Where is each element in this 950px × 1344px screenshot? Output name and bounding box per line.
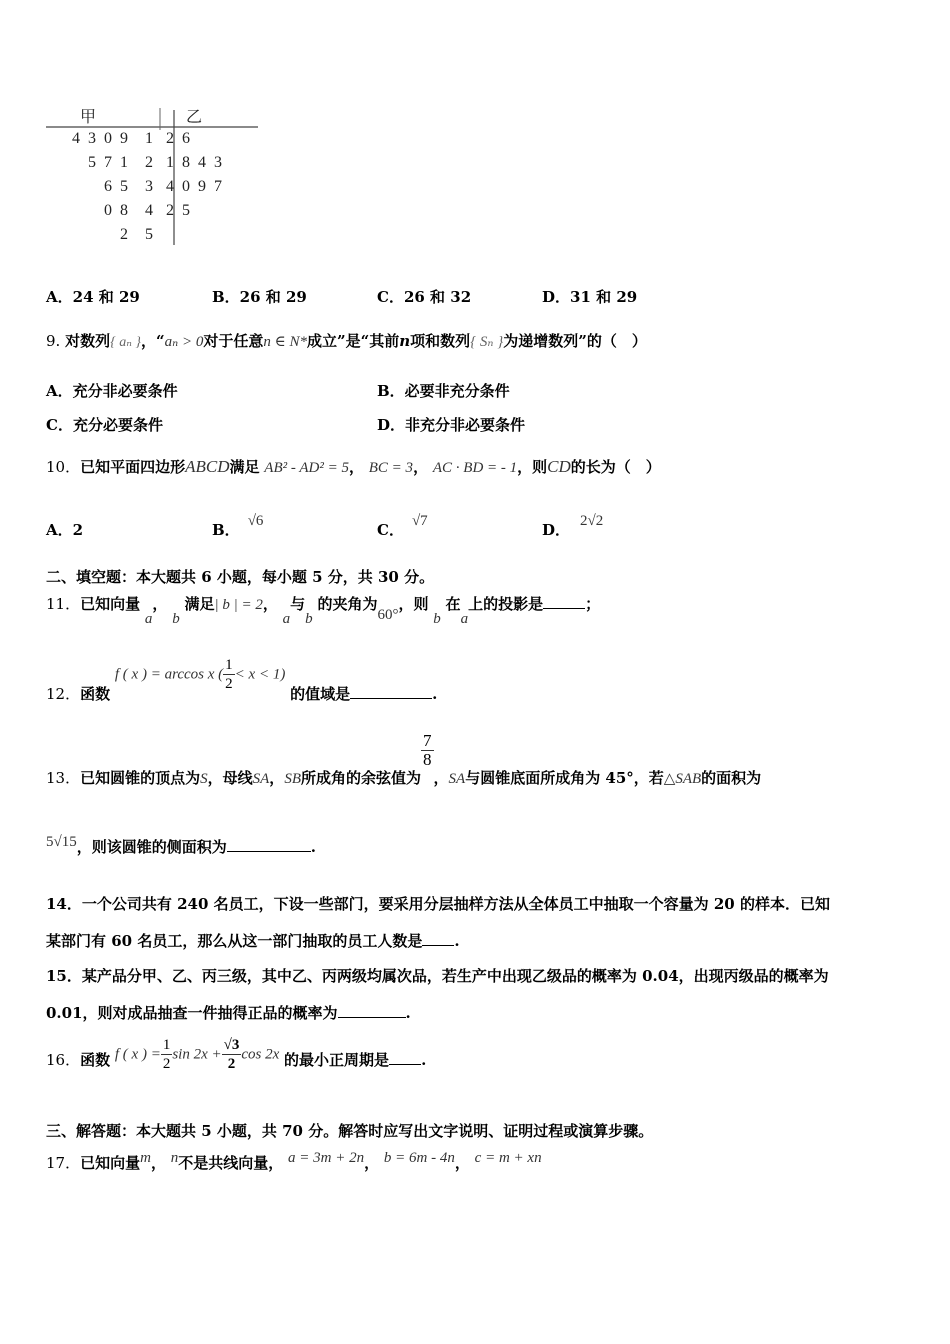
q13-text: 已知圆锥的顶点为 (80, 768, 201, 787)
q9-n-in: n ∈ N* (263, 334, 307, 350)
q17-vec-a: a = 3m + 2n (288, 1150, 365, 1166)
q12-text: 函数 (80, 684, 111, 703)
stem-leaf-row-left: 6 5 (104, 178, 128, 195)
q9-cond: aₙ > 0 (164, 334, 204, 350)
stem-leaf-row-left: 4 3 0 9 (72, 130, 128, 147)
q16-text: 函数 (80, 1050, 111, 1069)
stem-leaf-lines (40, 100, 270, 250)
question-13-line-2 (46, 836, 316, 857)
stem-leaf-row-right: 1 8 4 3 (166, 154, 222, 171)
q11-text: 与 (290, 595, 306, 613)
q15-end: . (405, 1004, 411, 1022)
stem-leaf-row-left: 5 7 1 (88, 154, 128, 171)
q10-number: 10． (46, 458, 81, 476)
q17-number: 17． (46, 1154, 81, 1172)
q10-option-a-label: A． (46, 521, 73, 539)
q17-sep: ， (364, 1154, 380, 1172)
question-11: 11．已知向量 a， b 满足| b | = 2， a与b 的夹角为60°，则 b 在a上的投影是 ； (46, 595, 601, 627)
stem-leaf-row-right: 2 5 (166, 202, 190, 219)
q10-option-c-label: C． (377, 521, 404, 539)
q10-sep: ， (348, 458, 364, 476)
q13-text: 的面积为 (701, 768, 762, 787)
q10-option-a-value: 2 (72, 521, 84, 539)
q16-blank (389, 1052, 421, 1065)
section-3-heading: 三、解答题：本大题共 5 小题，共 70 分。解答时应写出文字说明、证明过程或演算步骤。 (46, 1122, 654, 1140)
question-17 (46, 1152, 542, 1173)
q12-func: f ( x ) = arccos x ( (114, 666, 224, 683)
q16-frac-num: √3 (223, 1037, 240, 1053)
q17-vec-c: c = m + xn (474, 1150, 542, 1166)
q11-blank (543, 596, 585, 609)
q10-eq3: AC · BD = - 1 (432, 460, 518, 476)
q10-sep: ， (413, 458, 429, 476)
q9-text: 为递增数列”的（ ） (503, 332, 647, 350)
q10-option-b (212, 513, 264, 540)
q16-text: 的最小正周期是 (284, 1050, 390, 1069)
q16-frac-den: 2 (227, 1056, 236, 1072)
q9-text: 对于任意 (203, 332, 264, 350)
q13-sa: SA (448, 770, 466, 787)
q10-option-c-value: √7 (411, 513, 428, 529)
stem-leaf-row-right: 2 6 (166, 130, 190, 147)
q11-vec-b: b (172, 611, 180, 627)
question-13 (46, 731, 762, 787)
q10-text: 已知平面四边形 (80, 458, 186, 476)
q17-sep: ， (454, 1154, 470, 1172)
q13-text: 与圆锥底面所成角为 45°，若 (465, 768, 664, 787)
question-12 (46, 656, 438, 703)
q10-text: 的长为（ ） (570, 458, 661, 476)
q12-frac-den: 2 (225, 676, 233, 692)
q16-end: . (421, 1050, 427, 1069)
q11-text: ，则 (398, 595, 429, 613)
q12-fraction (223, 656, 235, 693)
q11-vec-a: a (144, 611, 153, 627)
q13-sep: ， (433, 768, 449, 787)
stem-leaf-row-right: 4 0 9 7 (166, 178, 222, 195)
q11-text: 已知向量 (80, 595, 141, 613)
question-10 (46, 456, 661, 477)
q16-sin: sin 2x + (172, 1046, 222, 1063)
q17-m: m (140, 1150, 151, 1166)
q11-angle: 60° (377, 607, 399, 623)
question-16 (46, 1036, 426, 1073)
q13-end: . (310, 838, 316, 856)
question-15-line-1: 15．某产品分甲、乙、丙三级，其中乙、丙两级均属次品，若生产中出现乙级品的概率为 0.04，出现丙级品的概率为 (46, 967, 829, 985)
q11-vec-a: a (282, 611, 291, 627)
stem-leaf-right-label: 乙 (186, 109, 203, 126)
q16-f: f ( x ) = (114, 1046, 161, 1063)
q12-blank (350, 686, 432, 699)
q13-fraction (421, 732, 434, 769)
q11-number: 11． (46, 595, 81, 613)
question-14-line-2 (46, 930, 460, 951)
q10-option-d (542, 513, 604, 540)
question-14-line-1: 14．一个公司共有 240 名员工，下设一些部门，要采用分层抽样方法从全体员工中抽取一个容量为 20 的样本．已知 (46, 895, 830, 913)
q13-sep: ， (269, 768, 285, 787)
q9-number: 9. (46, 332, 61, 350)
stem-leaf-row-left: 0 8 (104, 202, 128, 219)
q9-n: n (399, 332, 411, 350)
q10-option-a (46, 519, 83, 540)
q10-option-d-label: D． (542, 521, 571, 539)
q13-frac-den: 8 (423, 750, 432, 769)
q11-norm: | b | = 2 (214, 597, 263, 613)
q8-option-c: C．26 和 32 (377, 288, 472, 306)
q11-vec-b: b (433, 611, 441, 627)
q16-frac-den: 2 (162, 1056, 171, 1072)
q9-text: 项和数列 (410, 332, 471, 350)
q12-text: 的值域是 (290, 684, 351, 703)
q16-fraction-half (161, 1036, 173, 1073)
q8-option-b: B．26 和 29 (212, 288, 307, 306)
q10-cd: CD (547, 457, 571, 476)
q17-sep: ， (150, 1154, 166, 1172)
stem-leaf-row-left: 2 (120, 226, 128, 243)
q17-n: n (170, 1150, 179, 1166)
q13-sb: SB (284, 770, 301, 787)
q9-text: 成立”是“其前 (306, 332, 400, 350)
q11-text: 满足 (184, 595, 215, 613)
q17-text: 已知向量 (80, 1154, 141, 1172)
q14-blank (422, 933, 454, 946)
q9-option-c: C．充分必要条件 (46, 416, 163, 434)
q12-number: 12． (46, 684, 81, 703)
q13-sa: SA (252, 770, 270, 787)
stem-leaf-stem: 1 (145, 130, 153, 147)
q16-frac-num: 1 (162, 1037, 171, 1053)
stem-leaf-stem: 2 (145, 154, 153, 171)
q9-seq-a: { aₙ } (110, 335, 141, 350)
q16-number: 16． (46, 1050, 81, 1069)
q10-eq1: AB² - AD² = 5 (264, 460, 349, 476)
q13-number: 13． (46, 768, 81, 787)
q12-func-post: < x < 1) (234, 666, 286, 683)
q10-eq2: BC = 3 (368, 460, 414, 476)
q15-blank (338, 1005, 406, 1018)
q11-end: ； (585, 595, 601, 613)
q9-text: 对数列 (65, 332, 111, 350)
q10-option-c (377, 513, 428, 540)
q15-text: 0.01，则对成品抽查一件抽得正品的概率为 (46, 1004, 338, 1022)
q11-text: 的夹角为 (317, 595, 378, 613)
q13-area: 5√15 (46, 834, 77, 850)
q14-end: . (454, 932, 460, 950)
q13-blank (227, 839, 311, 852)
q12-frac-num: 1 (225, 657, 233, 673)
q10-abcd: ABCD (185, 457, 230, 476)
q10-option-d-value: 2√2 (580, 513, 604, 529)
stem-leaf-stem: 3 (145, 178, 153, 195)
q11-vec-b: b (305, 611, 313, 627)
q13-frac-num: 7 (423, 731, 432, 750)
q16-fraction-root3 (222, 1036, 242, 1073)
q10-option-b-value: √6 (247, 513, 264, 529)
q17-vec-b: b = 6m - 4n (383, 1150, 455, 1166)
q11-text: 上的投影是 (468, 595, 544, 613)
q9-option-d: D．非充分非必要条件 (377, 416, 526, 434)
question-15-line-2 (46, 1002, 411, 1023)
q17-text: 不是共线向量， (178, 1154, 284, 1172)
q8-option-d: D．31 和 29 (542, 288, 638, 306)
stem-leaf-left-label: 甲 (80, 109, 97, 126)
q13-text: ，母线 (207, 768, 253, 787)
q10-option-b-label: B． (212, 521, 240, 539)
q11-vec-a: a (460, 611, 469, 627)
q13-s: S (200, 770, 208, 787)
q14-text: 某部门有 60 名员工，那么从这一部门抽取的员工人数是 (46, 932, 423, 950)
q11-text: 在 (445, 595, 461, 613)
q9-option-b: B．必要非充分条件 (377, 382, 510, 400)
q13-text: ，则该圆锥的侧面积为 (76, 838, 227, 856)
q9-seq-s: { Sₙ } (470, 334, 504, 350)
stem-leaf-stem: 5 (145, 226, 153, 243)
q13-triangle: △SAB (663, 770, 702, 787)
q10-text: ，则 (517, 458, 548, 476)
q8-option-a: A．24 和 29 (46, 288, 140, 306)
question-9 (46, 330, 647, 351)
q16-cos: cos 2x (241, 1046, 280, 1063)
section-2-heading: 二、填空题：本大题共 6 小题，每小题 5 分，共 30 分。 (46, 568, 435, 586)
stem-leaf-stem: 4 (145, 202, 153, 219)
q13-text: 所成角的余弦值为 (300, 768, 421, 787)
q9-text: ，“ (140, 332, 165, 350)
q9-option-a: A．充分非必要条件 (46, 382, 178, 400)
q12-end: . (432, 684, 438, 703)
q10-text: 满足 (229, 458, 260, 476)
